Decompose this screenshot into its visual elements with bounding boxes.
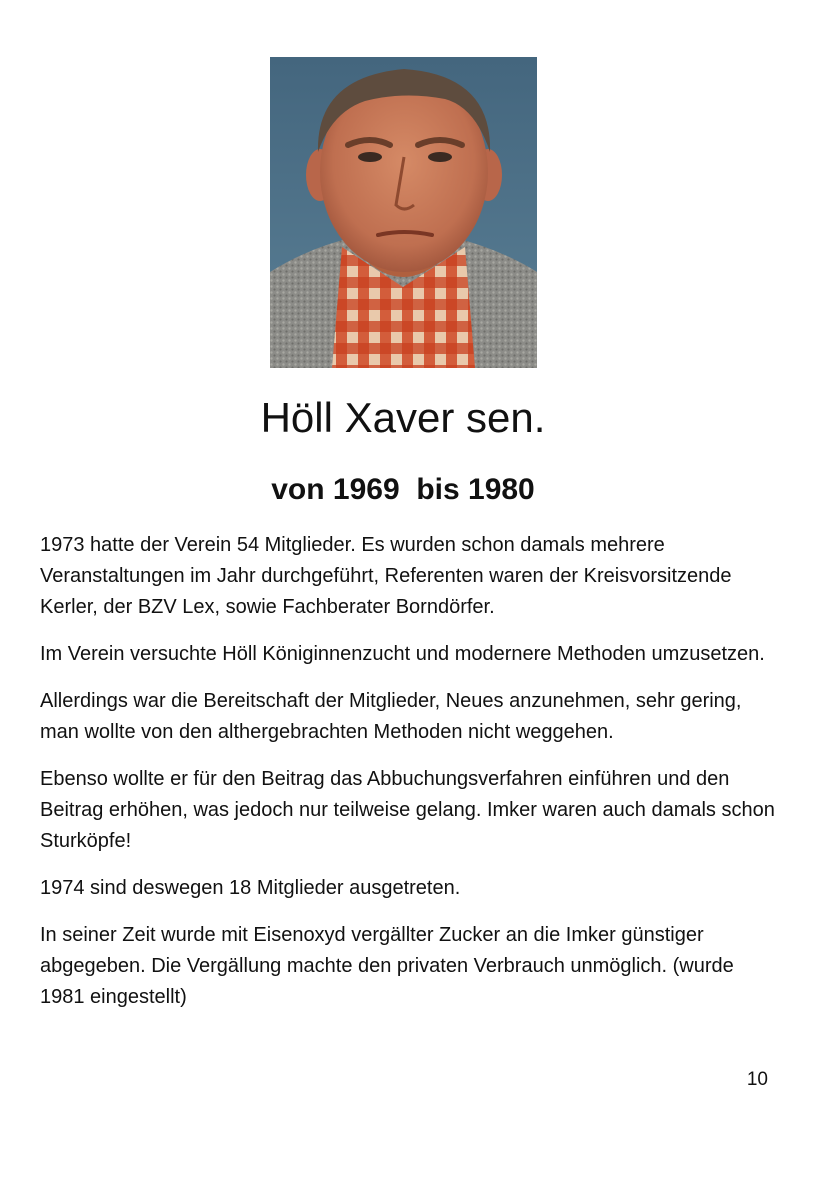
- page-title: Höll Xaver sen.: [260, 394, 546, 441]
- page-number: 10: [746, 1069, 768, 1090]
- portrait-photo-icon: [270, 57, 537, 368]
- portrait-photo: [270, 57, 537, 368]
- paragraph: Im Verein versuchte Höll Königinnenzucht und modernere Methoden umzusetzen.: [40, 643, 765, 665]
- paragraph: Ebenso wollte er für den Beitrag das Abbuchungsverfahren einführen und den Beitrag erhöhen, was jedoch nur teilweise gelang. Imker waren auch damals schon Sturköpfe!: [40, 768, 775, 852]
- paragraph: 1974 sind deswegen 18 Mitglieder ausgetreten.: [40, 877, 461, 899]
- body-text: [40, 530, 780, 1029]
- term-period: von 1969 bis 1980: [271, 473, 535, 506]
- paragraph: Allerdings war die Bereitschaft der Mitglieder, Neues anzunehmen, sehr gering, man wollte von den althergebrachten Methoden nicht weggehen.: [40, 690, 742, 743]
- paragraph: 1973 hatte der Verein 54 Mitglieder. Es wurden schon damals mehrere Veranstaltungen im Jahr durchgeführt, Referenten waren der Kreisvorsitzende Kerler, der BZV Lex, sowie Fachberater Borndörfer.: [40, 534, 732, 618]
- paragraph: In seiner Zeit wurde mit Eisenoxyd vergällter Zucker an die Imker günstiger abgegeben. Die Vergällung machte den privaten Verbrauch unmöglich. (wurde 1981 eingestellt): [40, 924, 734, 1008]
